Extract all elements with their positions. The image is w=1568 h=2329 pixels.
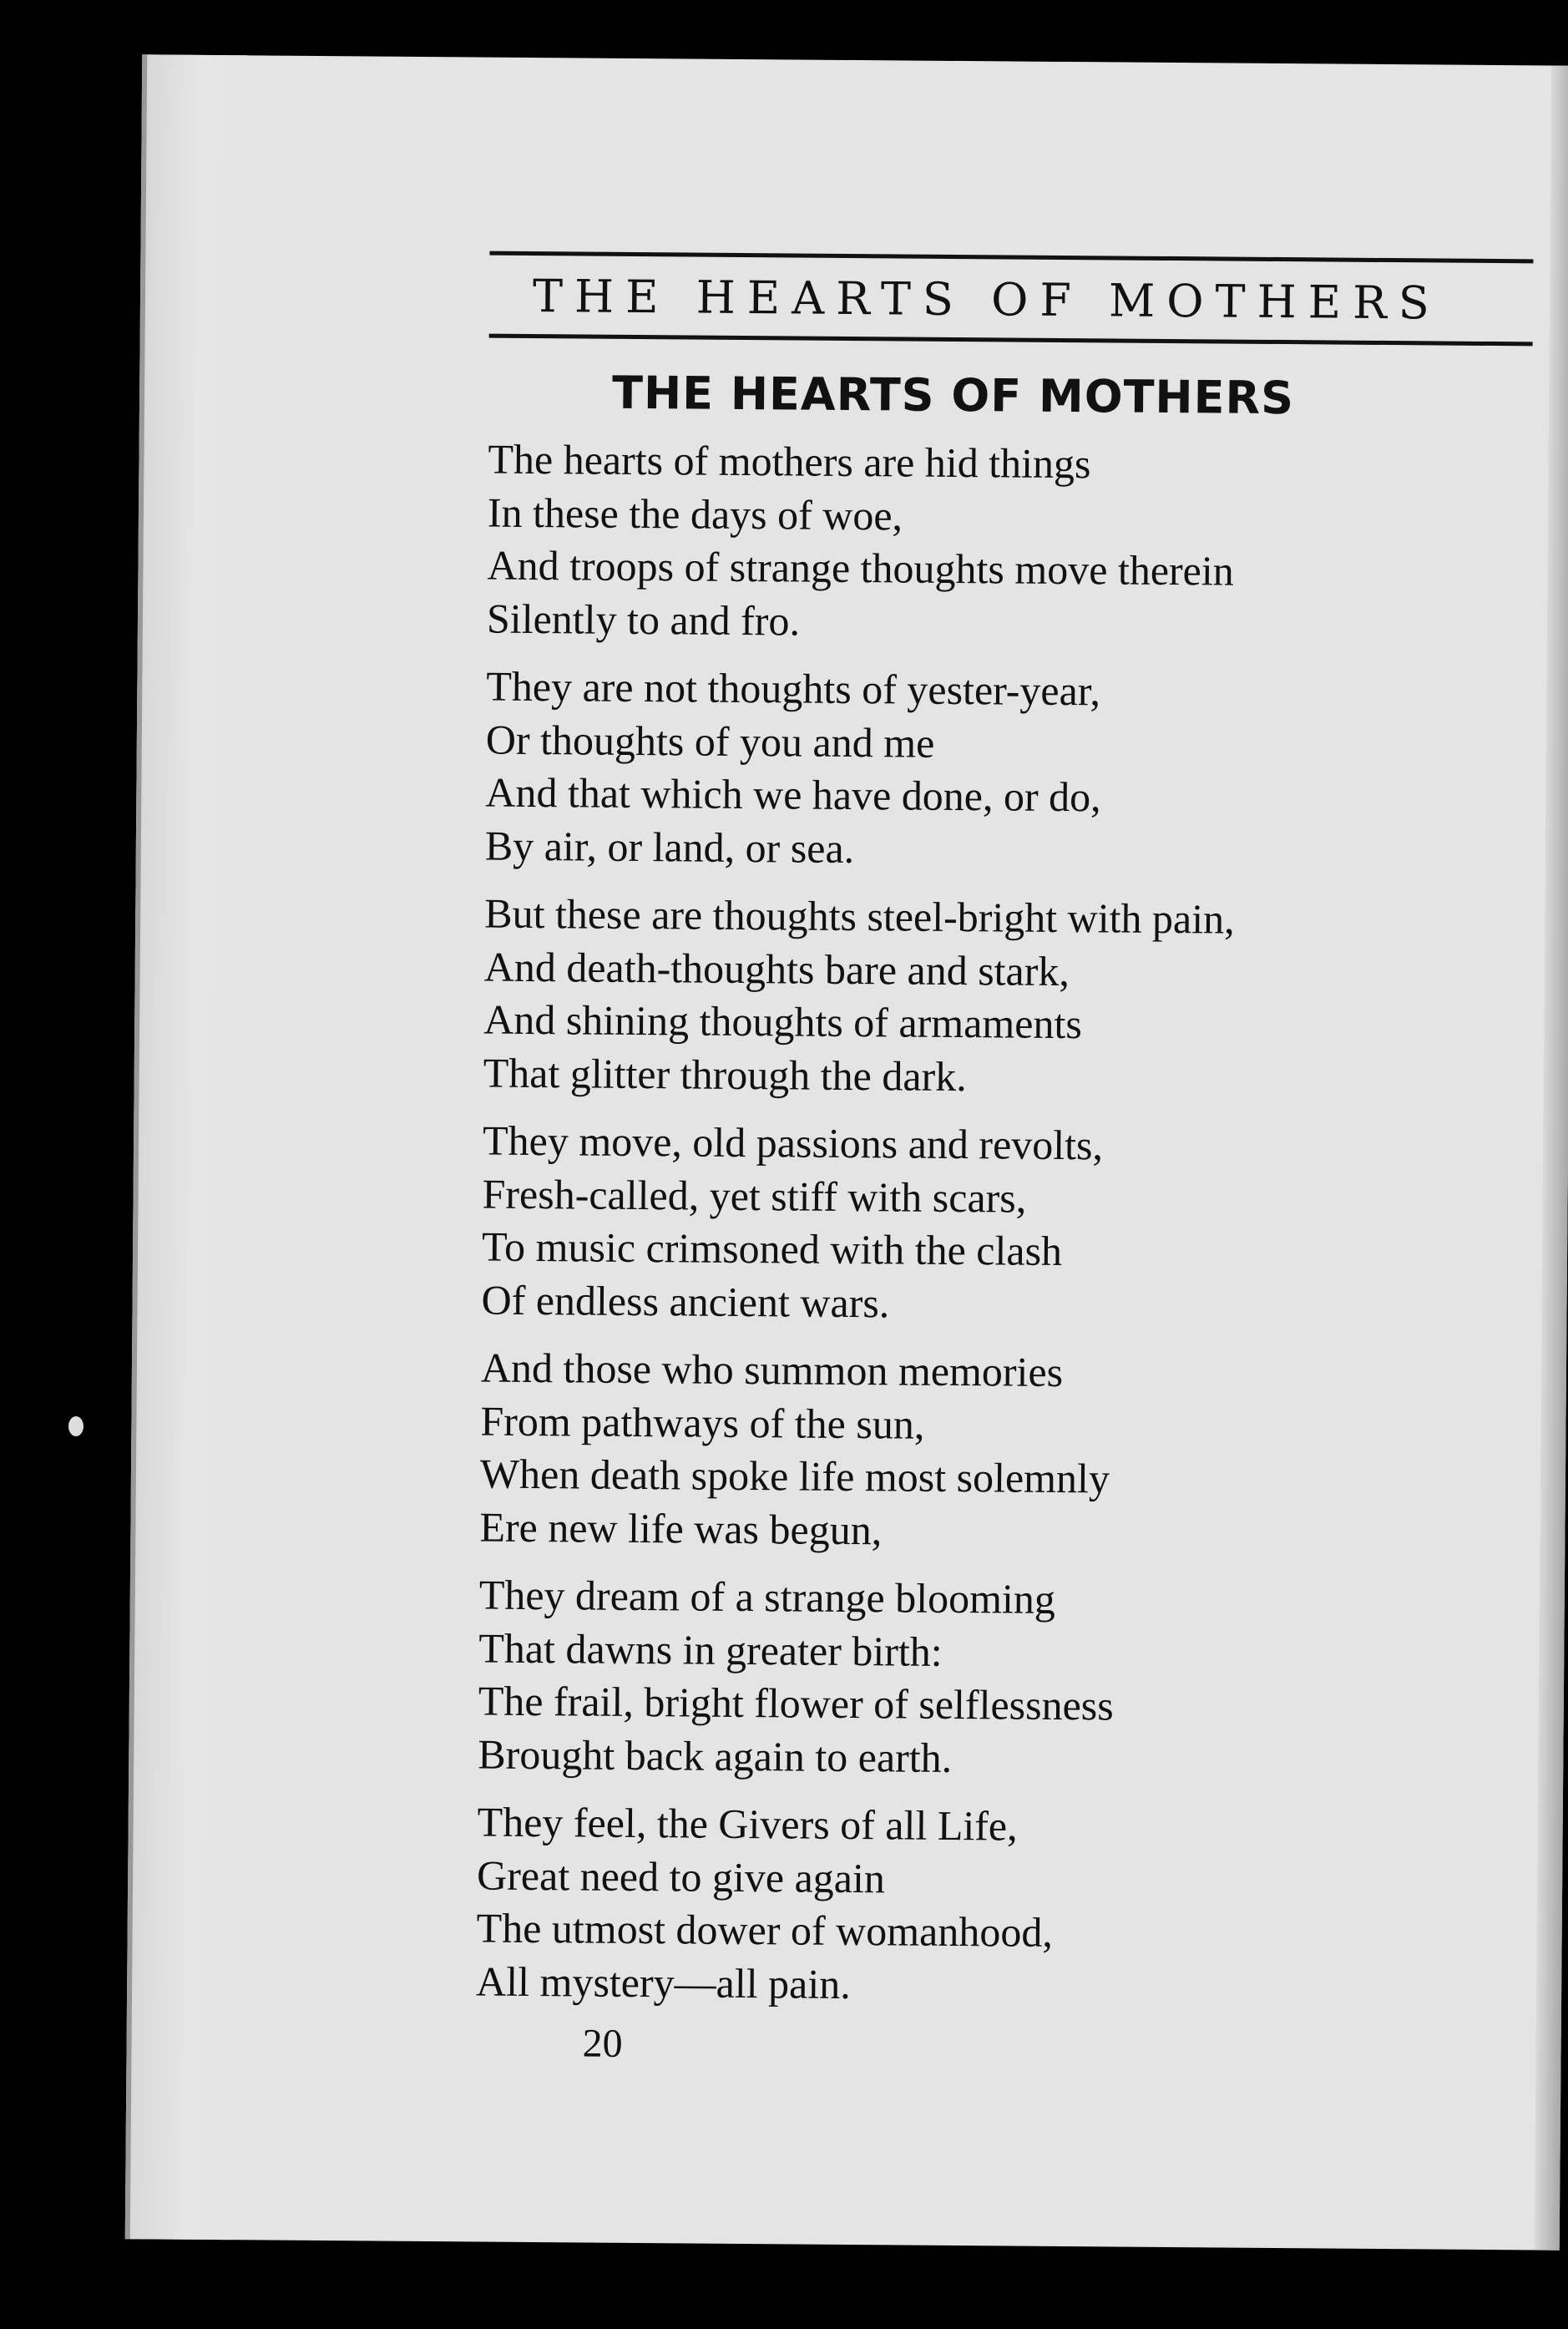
poem-line: They dream of a strange blooming bbox=[478, 1571, 1056, 1623]
book-page bbox=[125, 54, 1568, 2250]
poem-line: All mystery—all pain. bbox=[475, 1957, 851, 2007]
poem-body bbox=[476, 433, 1540, 2017]
poem-line: That glitter through the dark. bbox=[483, 1049, 967, 1100]
poem-line: And those who summon memories bbox=[480, 1344, 1064, 1396]
page-content bbox=[475, 251, 1541, 2072]
margin-speck bbox=[68, 1416, 83, 1436]
poem-line: Or thoughts of you and me bbox=[485, 716, 935, 767]
poem-line: The frail, bright flower of selflessness bbox=[478, 1677, 1114, 1729]
stanza bbox=[476, 1796, 1530, 2017]
stanza bbox=[479, 1342, 1533, 1562]
stanza bbox=[483, 888, 1536, 1108]
poem-line: The utmost dower of womanhood, bbox=[476, 1904, 1054, 1956]
poem-line: By air, or land, or sea. bbox=[484, 822, 855, 872]
poem-line: Silently to and fro. bbox=[486, 595, 801, 645]
poem-line: They move, old passions and revolts, bbox=[482, 1116, 1104, 1169]
poem-line: And death-thoughts bare and stark, bbox=[483, 943, 1070, 995]
poem-title: THE HEARTS OF MOTHERS bbox=[611, 366, 1295, 425]
poem-line: In these the days of woe, bbox=[487, 489, 903, 539]
poem-line: To music crimsoned with the clash bbox=[481, 1223, 1063, 1274]
poem-line: The hearts of mothers are hid things bbox=[488, 435, 1091, 488]
page-number: 20 bbox=[582, 2021, 623, 2066]
poem-line: They are not thoughts of yester-year, bbox=[486, 662, 1101, 715]
stanza bbox=[487, 433, 1540, 654]
poem-line: Ere new life was begun, bbox=[479, 1503, 883, 1553]
poem-line: And that which we have done, or do, bbox=[485, 768, 1101, 821]
poem-line: But these are thoughts steel-bright with pain, bbox=[484, 889, 1235, 943]
running-head: THE HEARTS OF MOTHERS bbox=[532, 269, 1441, 330]
poem-line: Brought back again to earth. bbox=[478, 1730, 953, 1781]
stanza bbox=[478, 1569, 1531, 1790]
poem-line: They feel, the Givers of all Life, bbox=[477, 1798, 1018, 1850]
poem-line: From pathways of the sun, bbox=[480, 1397, 925, 1448]
poem-line: Of endless ancient wars. bbox=[481, 1276, 890, 1326]
poem-line: Great need to give again bbox=[476, 1851, 886, 1901]
poem-line: And troops of strange thoughts move therein bbox=[487, 541, 1235, 595]
poem-line: That dawns in greater birth: bbox=[478, 1624, 943, 1675]
page-gutter bbox=[125, 54, 248, 2240]
stanza bbox=[485, 661, 1539, 881]
poem-line: And shining thoughts of armaments bbox=[483, 995, 1083, 1048]
poem-line: When death spoke life most solemnly bbox=[479, 1450, 1110, 1502]
poem-line: Fresh-called, yet stiff with scars, bbox=[482, 1170, 1027, 1222]
stanza bbox=[481, 1115, 1535, 1335]
